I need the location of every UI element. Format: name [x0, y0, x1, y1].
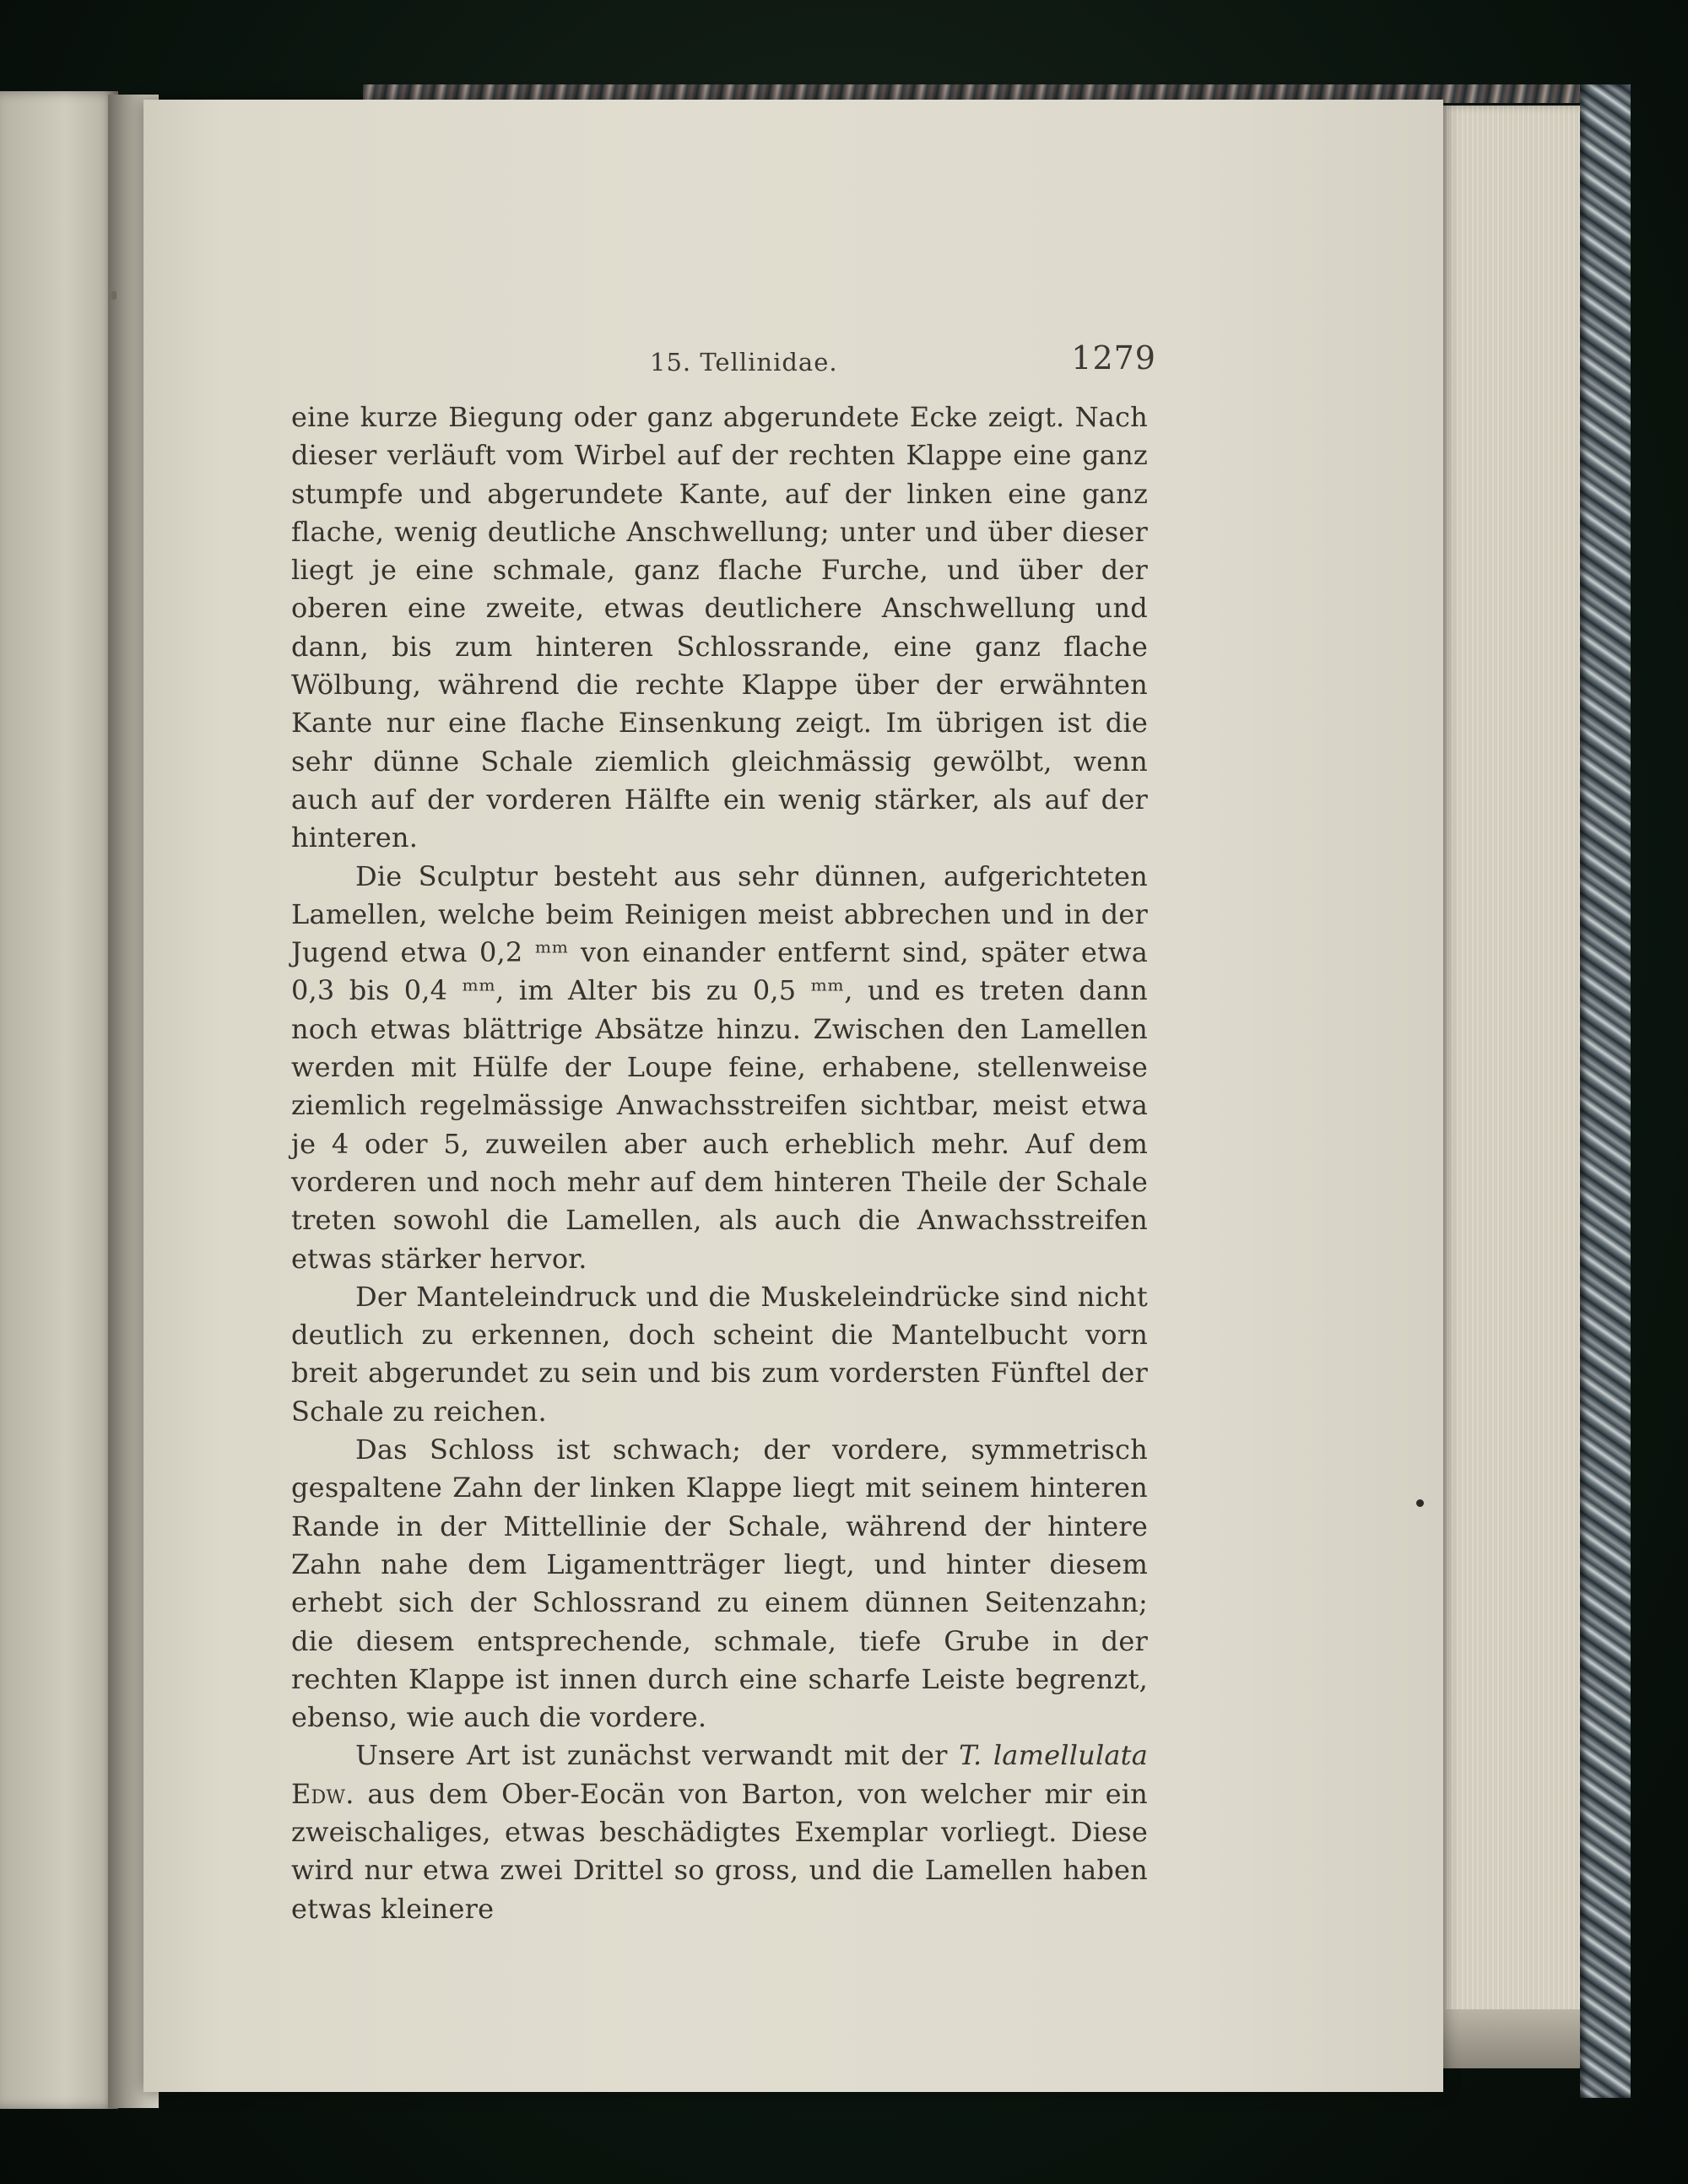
body-text: [291, 398, 1148, 1928]
paragraph-5: [291, 1737, 1148, 1927]
paragraph-5-after: aus dem Ober-Eocän von Barton, von welcher mir ein zweischaliges, etwas beschädigtes Exemplar vorliegt. Diese wird nur etwa zwei Drittel so gross, und die Lamellen haben etwas kleinere: [291, 1777, 1148, 1925]
species-name: T. lamellulata: [959, 1739, 1148, 1772]
paragraph-2: Die Sculptur besteht aus sehr dünnen, aufgerichteten Lamellen, welche beim Reinigen meist abbrechen und in der Jugend etwa 0,2 ᵐᵐ von einander entfernt sind, später etwa 0,3 bis 0,4 ᵐᵐ, im Alter bis zu 0,5 ᵐᵐ, und es treten dann noch etwas blättrige Absätze hinzu. Zwischen den Lamellen werden mit Hülfe der Loupe feine, erhabene, stellenweise ziemlich regelmässige Anwachsstreifen sichtbar, meist etwa je 4 oder 5, zuweilen aber auch erheblich mehr. Auf dem vorderen und noch mehr auf dem hinteren Theile der Schale treten sowohl die Lamellen, als auch die Anwachsstreifen etwas stärker hervor.: [291, 859, 1148, 1275]
paragraph-1: eine kurze Biegung oder ganz abgerundete Ecke zeigt. Nach dieser verläuft vom Wirbel auf der rechten Klappe eine ganz stumpfe und abgerundete Kante, auf der linken eine ganz flache, wenig deutliche Anschwellung; unter und über dieser liegt je eine schmale, ganz flache Furche, und über der oberen eine zweite, etwas deutlichere Anschwellung und dann, bis zum hinteren Schlossrande, eine ganz flache Wölbung, während die rechte Klappe über der erwähnten Kante nur eine flache Einsenkung zeigt. Im übrigen ist die sehr dünne Schale ziemlich gleichmässig gewölbt, wenn auch auf der vorderen Hälfte ein wenig stärker, als auf der hinteren.: [291, 401, 1148, 854]
page-number: 1279: [1071, 339, 1156, 377]
left-facing-page-edge: [0, 91, 118, 2109]
gutter-mark: [111, 291, 116, 300]
marbled-cover-right: [1580, 84, 1631, 2098]
paragraph-3: Der Manteleindruck und die Muskeleindrücke sind nicht deutlich zu erkennen, doch scheint die Mantelbucht vorn breit abgerundet zu sein und bis zum vordersten Fünftel der Schale zu reichen.: [291, 1280, 1148, 1428]
section-title: 15. Tellinidae.: [650, 348, 838, 377]
paragraph-4: Das Schloss ist schwach; der vordere, symmetrisch gespaltene Zahn der linken Klappe liegt mit seinem hinteren Rande in der Mittellinie der Schale, während der hintere Zahn nahe dem Ligamentträger liegt, und hinter diesem erhebt sich der Schlossrand zu einem dünnen Seitenzahn; die diesem entsprechende, schmale, tiefe Grube in der rechten Klappe ist innen durch eine scharfe Leiste begrenzt, ebenso, wie auch die vordere.: [291, 1433, 1148, 1734]
running-head: [295, 336, 1156, 387]
ink-speck: [1416, 1499, 1424, 1507]
stacked-page-edges: [1439, 106, 1587, 2047]
page-edges-bottom: [1435, 2009, 1595, 2068]
species-author: Edw.: [291, 1777, 354, 1810]
paragraph-5-before: Unsere Art ist zunächst verwandt mit der: [355, 1739, 960, 1772]
